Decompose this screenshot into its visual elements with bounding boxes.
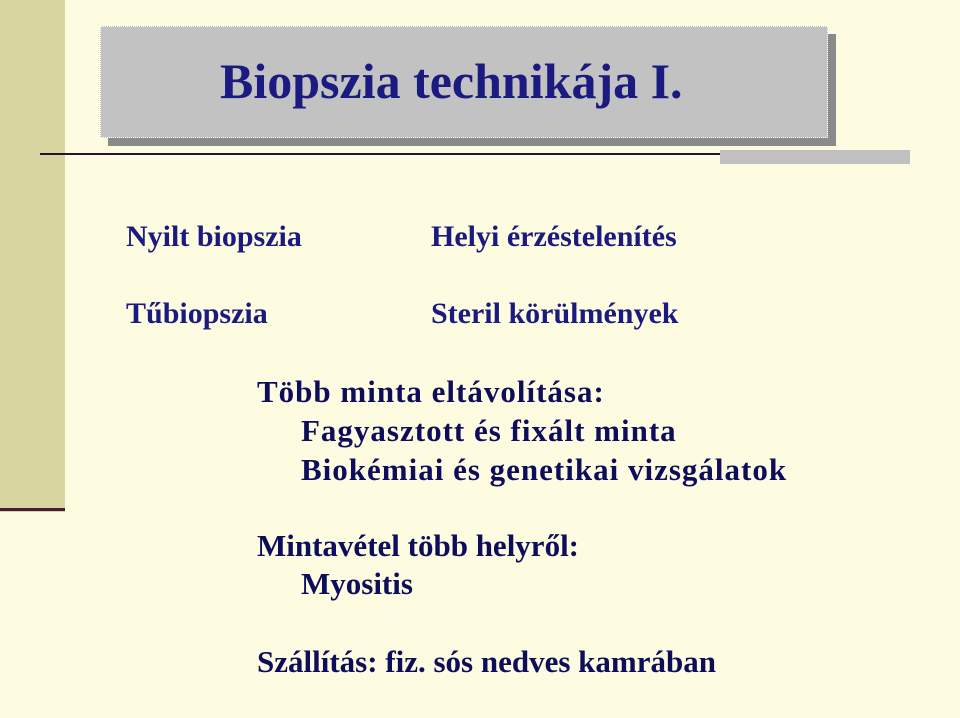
biopsy-type-needle: Tűbiopszia [126, 297, 268, 330]
multi-site-item: Myositis [301, 566, 413, 601]
multi-sample-item: Biokémiai és genetikai vizsgálatok [301, 452, 788, 487]
condition-sterile: Steril körülmények [431, 297, 679, 330]
multi-sample-heading: Több minta eltávolítása: [257, 374, 605, 409]
decorative-left-band [0, 0, 65, 512]
multi-site-heading: Mintavétel több helyről: [257, 528, 580, 563]
title-rule-accent-bar [720, 150, 910, 164]
multi-sample-item: Fagyasztott és fixált minta [301, 413, 677, 448]
condition-local-anesthesia: Helyi érzéstelenítés [431, 220, 677, 253]
slide-title: Biopszia technikája I. [220, 53, 683, 109]
decorative-left-band-line [0, 508, 65, 511]
biopsy-type-open: Nyilt biopszia [126, 220, 302, 253]
transport-text: Szállítás: fiz. sós nedves kamrában [257, 644, 716, 679]
